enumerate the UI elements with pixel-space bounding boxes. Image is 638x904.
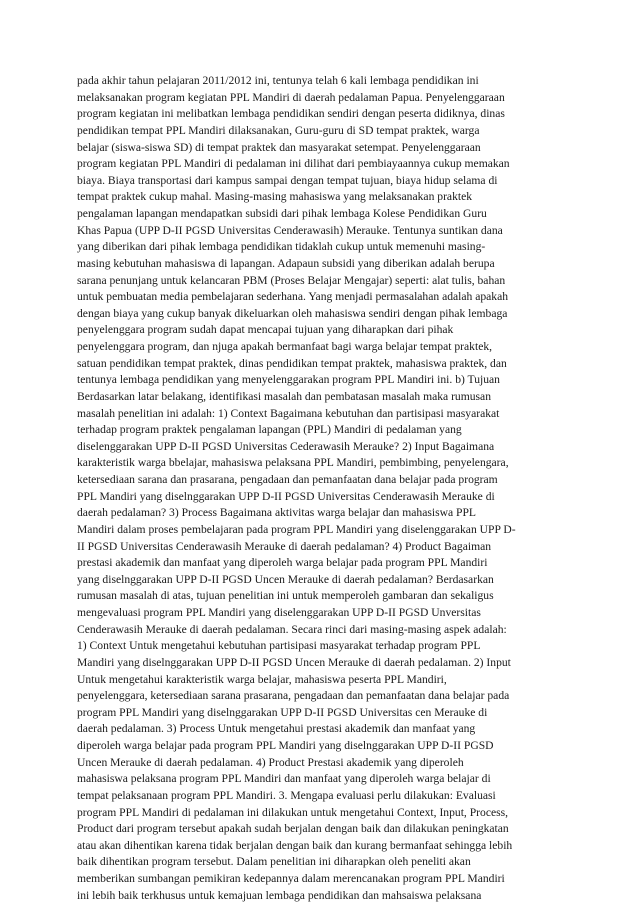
- text-line: program kegiatan ini melibatkan lembaga pendidikan sendiri dengan peserta didiknya, dinas: [77, 107, 505, 121]
- text-line: daerah pedalaman? 3) Process Bagaimana aktivitas warga belajar dan mahasiswa PPL: [77, 506, 476, 520]
- text-line: penyelenggara, ketersediaan sarana prasarana, pengadaan dan pemanfaatan dana belajar pada: [77, 689, 510, 703]
- text-line: yang diselnggarakan UPP D-II PGSD Uncen Merauke di daerah pedalaman? Berdasarkan: [77, 572, 494, 586]
- text-line: penyelenggara program sudah dapat mencapai tujuan yang diharapkan dari pihak: [77, 323, 454, 337]
- text-line: baik dihentikan program tersebut. Dalam penelitian ini diharapkan oleh peneliti akan: [77, 855, 471, 869]
- text-line: program PPL Mandiri di pedalaman ini dilakukan untuk mengetahui Context, Input, Process,: [77, 805, 509, 819]
- text-line: untuk pembuatan media pembelajaran sederhana. Yang menjadi permasalahan adalah apakah: [77, 290, 509, 304]
- text-line: prestasi akademik dan manfaat yang diperoleh warga belajar pada program PPL Mandiri: [77, 556, 488, 570]
- text-line: program PPL Mandiri yang diselnggarakan UPP D-II PGSD Universitas cen Merauke di: [77, 705, 488, 719]
- text-line: Khas Papua (UPP D-II PGSD Universitas Cenderawasih) Merauke. Tentunya suntikan dana: [77, 223, 503, 237]
- body-text: [77, 73, 577, 904]
- text-line: pengalaman lapangan mendapatkan subsidi dari pihak lembaga Kolese Pendidikan Guru: [77, 207, 487, 220]
- text-line: tempat praktek cukup mahal. Masing-masing mahasiswa yang melaksanakan praktek: [77, 190, 473, 204]
- text-line: ketersediaan sarana dan prasarana, pengadaan dan pemanfaatan dana belajar pada program: [77, 473, 498, 486]
- text-line: rumusan masalah di atas, tujuan penelitian ini untuk memperoleh gambaran dan sekaligus: [77, 589, 494, 603]
- text-line: masing kebutuhan mahasiswa di lapangan. Adapaun subsidi yang diberikan adalah berupa: [77, 256, 495, 270]
- text-line: masalah penelitian ini adalah: 1) Context Bagaimana kebutuhan dan partisipasi masyarakat: [77, 406, 500, 420]
- text-line: Untuk mengetahui karakteristik warga belajar, mahasiswa peserta PPL Mandiri,: [77, 672, 447, 686]
- text-line: karakteristik warga bbelajar, mahasiswa pelaksana PPL Mandiri, pembimbing, penyelengara,: [77, 456, 509, 470]
- text-line: program kegiatan PPL Mandiri di pedalaman ini dilihat dari pembiayaannya cukup memakan: [77, 157, 510, 171]
- text-line: melaksanakan program kegiatan PPL Mandiri di daerah pedalaman Papua. Penyelenggaraan: [77, 90, 505, 104]
- text-line: Cenderawasih Merauke di daerah pedalaman. Secara rinci dari masing-masing aspek adalah:: [77, 622, 507, 636]
- text-line: Uncen Merauke di daerah pedalaman. 4) Product Prestasi akademik yang diperoleh: [77, 755, 464, 769]
- text-line: memberikan sumbangan pemikiran kedepannya dalam merencanakan program PPL Mandiri: [77, 872, 505, 885]
- text-line: PPL Mandiri yang diselnggarakan UPP D-II PGSD Universitas Cenderawasih Merauke di: [77, 489, 495, 503]
- text-line: diperoleh warga belajar pada program PPL Mandiri yang diselnggarakan UPP D-II PGSD: [77, 739, 494, 752]
- text-line: Mandiri dalam proses pembelajaran pada program PPL Mandiri yang diselenggarakan UPP D-: [77, 522, 516, 536]
- text-line: mahasiswa pelaksana program PPL Mandiri dan manfaat yang diperoleh warga belajar di: [77, 772, 491, 786]
- text-line: Mandiri yang diselnggarakan UPP D-II PGSD Uncen Merauke di daerah pedalaman. 2) Input: [77, 655, 511, 669]
- text-line: penyelenggara program, dan njuga apakah bermanfaat bagi warga belajar tempat praktek,: [77, 340, 493, 353]
- text-line: tempat pelaksanaan program PPL Mandiri. 3. Mengapa evaluasi perlu dilakukan: Evaluasi: [77, 788, 496, 802]
- text-line: yang diberikan dari pihak lembaga pendidikan tidaklah cukup untuk memenuhi masing-: [77, 240, 486, 254]
- text-line: atau akan dihentikan karena tidak berjalan dengan baik dan kurang bermanfaat sehingga lebih: [77, 838, 513, 852]
- text-line: daerah pedalaman. 3) Process Untuk mengetahui prestasi akademik dan manfaat yang: [77, 722, 476, 736]
- text-line: pendidikan tempat PPL Mandiri dilaksanakan, Guru-guru di SD tempat praktek, warga: [77, 123, 480, 137]
- text-line: satuan pendidikan tempat praktek, dinas pendidikan tempat praktek, mahasiswa praktek, dan: [77, 356, 507, 370]
- text-line: 1) Context Untuk mengetahui kebutuhan partisipasi masyarakat terhadap program PPL: [77, 639, 481, 653]
- text-line: diselenggarakan UPP D-II PGSD Universitas Cederawasih Merauke? 2) Input Bagaimana: [77, 439, 495, 453]
- text-line: Product dari program tersebut apakah sudah berjalan dengan baik dan dilakukan peningkatan: [77, 822, 509, 836]
- text-line: mengevaluasi program PPL Mandiri yang diselenggarakan UPP D-II PGSD Unversitas: [77, 606, 481, 619]
- text-line: dengan biaya yang cukup banyak dikeluarkan oleh mahasiswa sendiri dengan pihak lembaga: [77, 306, 508, 320]
- text-line: pada akhir tahun pelajaran 2011/2012 ini, tentunya telah 6 kali lembaga pendidikan ini: [77, 74, 479, 87]
- text-line: tentunya lembaga pendidikan yang menyelenggarakan program PPL Mandiri ini. b) Tujuan: [77, 373, 500, 387]
- text-line: sarana penunjang untuk kelancaran PBM (Proses Belajar Mengajar) seperti: alat tulis, bahan: [77, 273, 506, 287]
- text-line: ini lebih baik terkhusus untuk kemajuan lembaga pendidikan dan mahsaiswa pelaksana: [77, 888, 482, 902]
- text-line: terhadap program praktek pengalaman lapangan (PPL) Mandiri di pedalaman yang: [77, 423, 462, 437]
- text-line: biaya. Biaya transportasi dari kampus sampai dengan tempat tujuan, biaya hidup selama di: [77, 173, 498, 187]
- text-line: belajar (siswa-siswa SD) di tempat praktek dan masyarakat setempat. Penyelenggaraan: [77, 140, 481, 154]
- text-line: Berdasarkan latar belakang, identifikasi masalah dan pembatasan masalah maka rumusan: [77, 389, 491, 403]
- text-line: II PGSD Universitas Cenderawasih Merauke di daerah pedalaman? 4) Product Bagaiman: [77, 539, 492, 553]
